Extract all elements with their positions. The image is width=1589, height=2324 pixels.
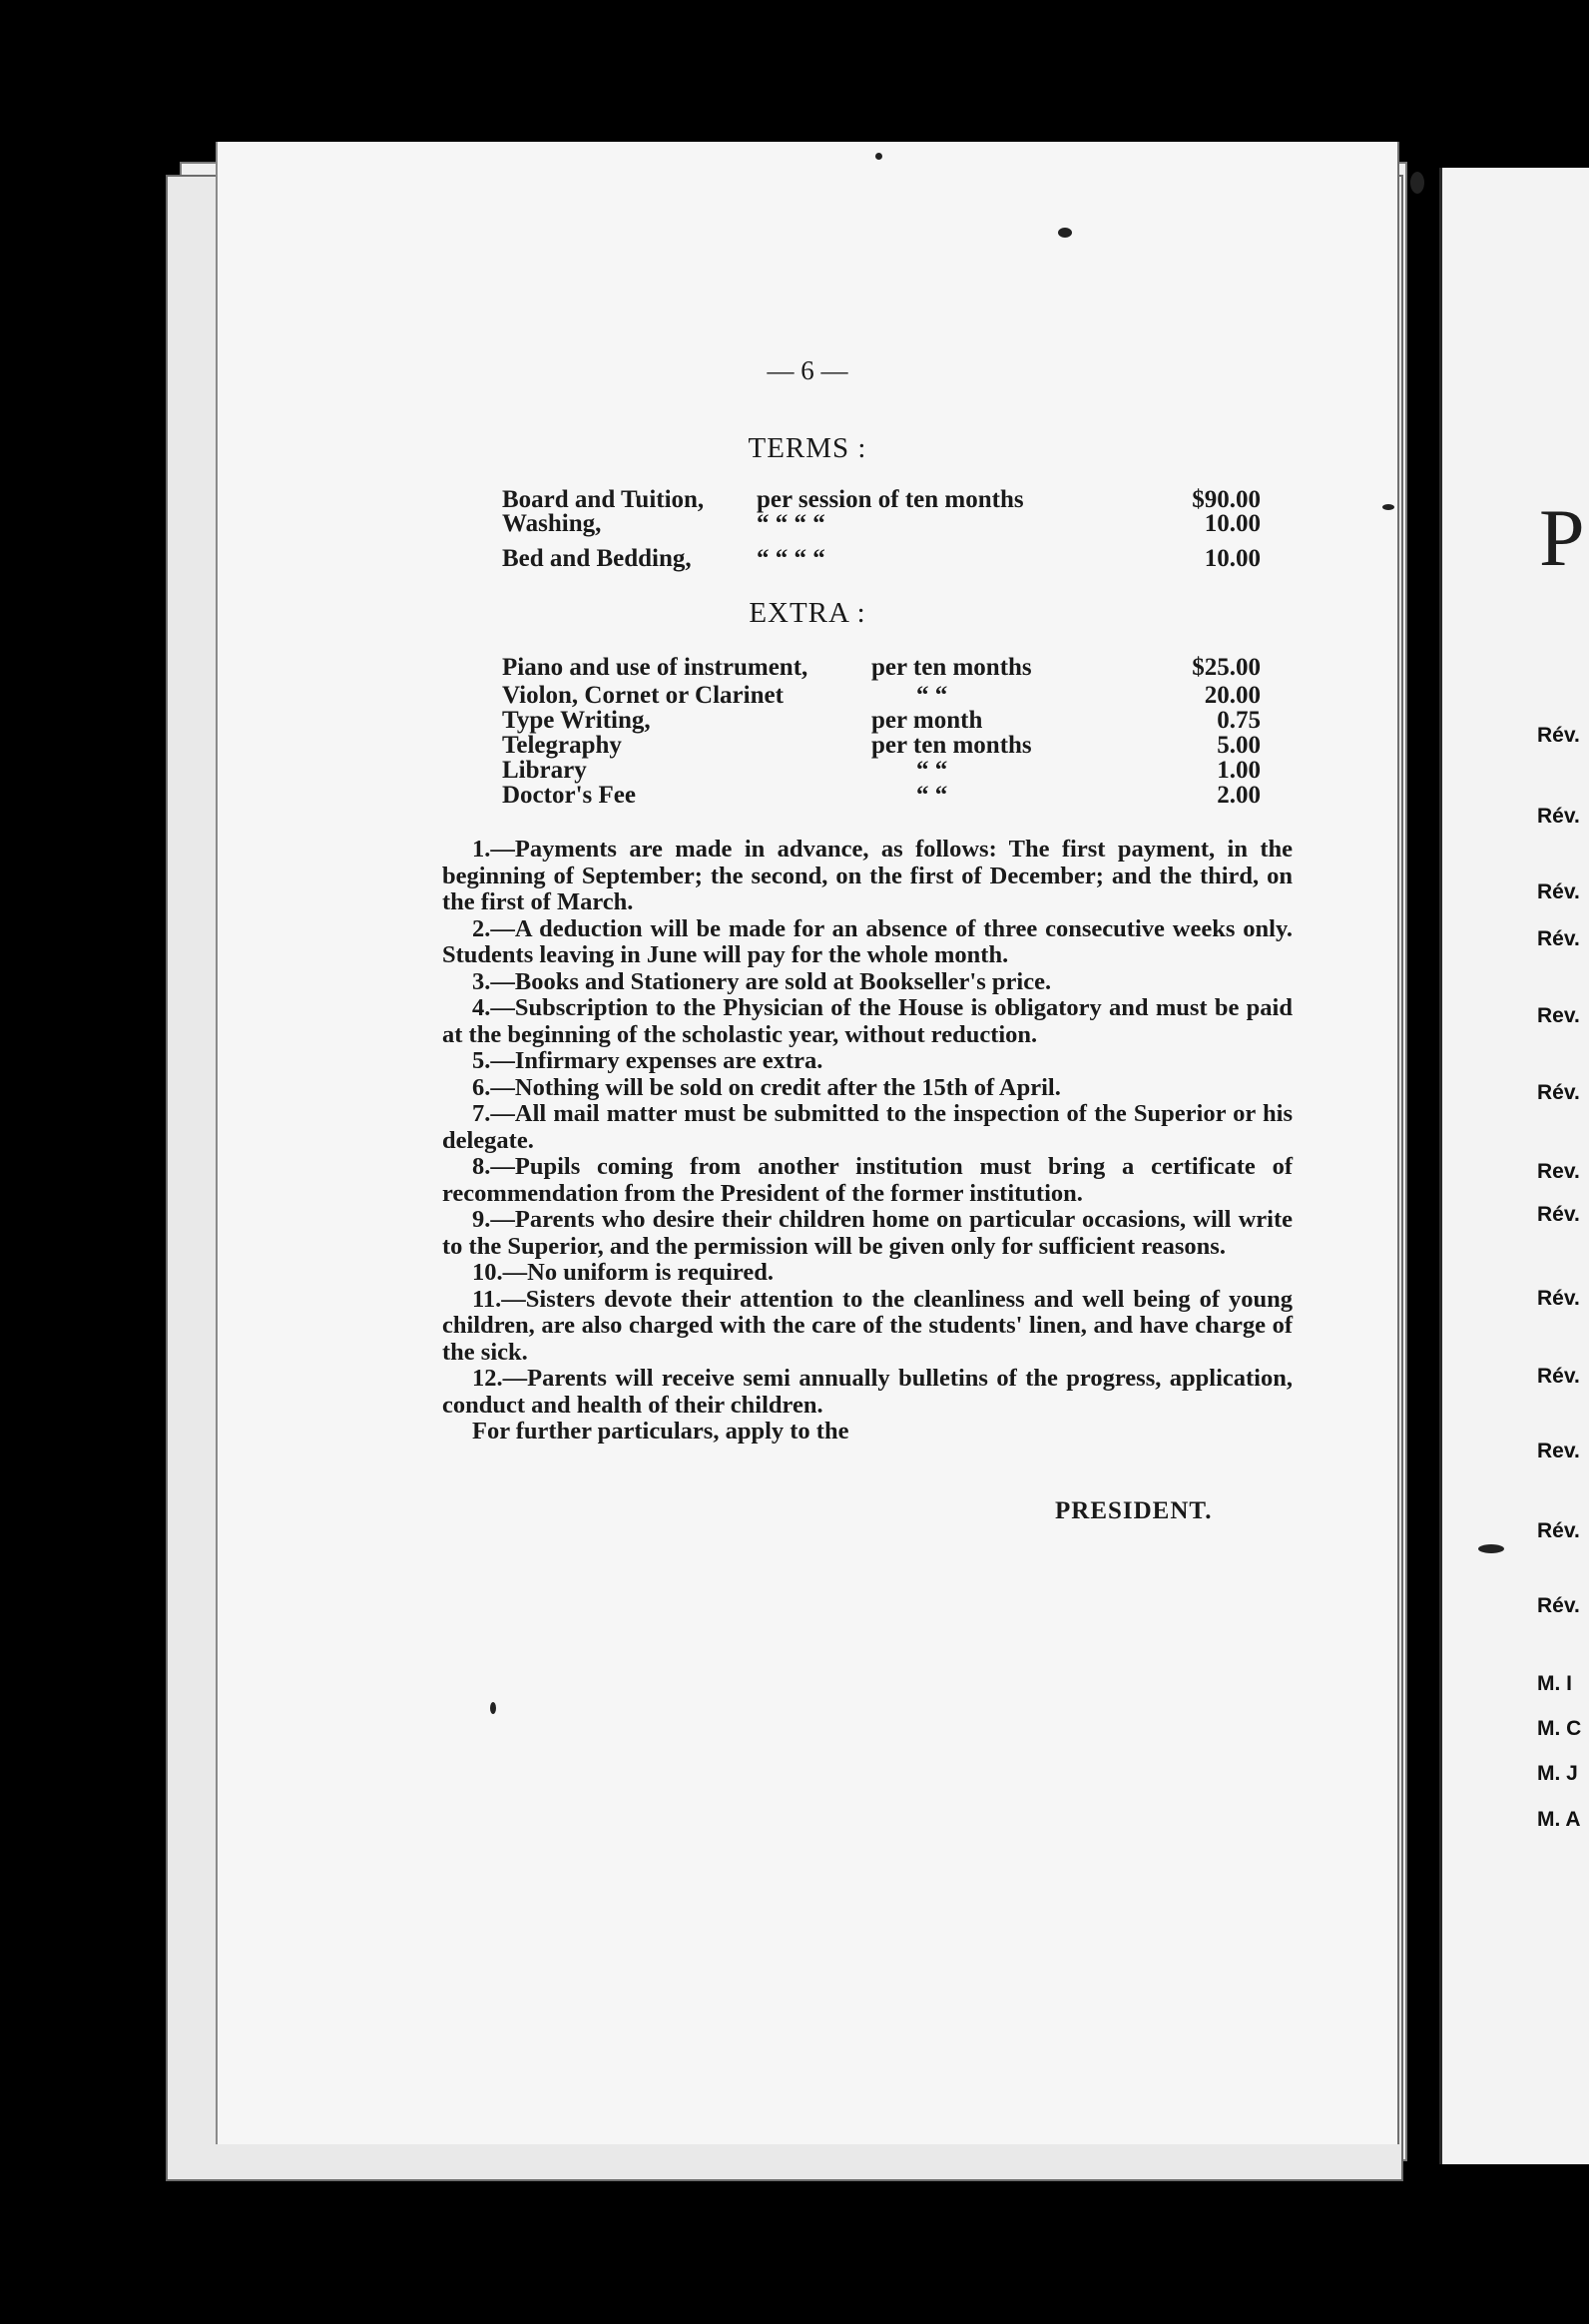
- regulation-item: 6.—Nothing will be sold on credit after the 15th of April.: [472, 1073, 1061, 1101]
- regulation-item: 2.—A deduction will be made for an absence of three consecutive weeks only. Students leaving in June will pay for the whole month.: [442, 914, 1293, 968]
- terms-fee-row: [502, 511, 1261, 541]
- facing-page-line: M. C: [1537, 1717, 1582, 1740]
- facing-page-line: Rév.: [1537, 1081, 1580, 1104]
- extra-fee-row: [502, 783, 1261, 813]
- facing-page-line: M. J: [1537, 1762, 1578, 1785]
- regulations-list: [442, 837, 1293, 1446]
- facing-page-initial: P: [1539, 492, 1587, 583]
- facing-page-line: Rév.: [1537, 1519, 1580, 1542]
- fee-description: Washing,: [502, 510, 602, 537]
- extra-heading: EXTRA :: [749, 597, 866, 629]
- terms-heading: TERMS :: [748, 432, 867, 464]
- fee-amount: 10.00: [1204, 510, 1261, 537]
- fee-description: Telegraphy: [502, 732, 622, 759]
- fee-period: per ten months: [871, 654, 1032, 681]
- scan-speck: [1382, 504, 1394, 510]
- regulation-item: 12.—Parents will receive semi annually bulletins of the progress, application, conduct and health of their children.: [442, 1365, 1293, 1419]
- signature: PRESIDENT.: [1055, 1497, 1213, 1524]
- fee-period: “ “: [916, 757, 948, 784]
- fee-description: Piano and use of instrument,: [502, 654, 808, 681]
- fee-period: per ten months: [871, 732, 1032, 759]
- fee-period: per session of ten months: [757, 486, 1024, 513]
- facing-page-line: Rév.: [1537, 724, 1580, 747]
- fee-amount: 10.00: [1204, 545, 1261, 572]
- facing-page-line: Rév.: [1537, 927, 1580, 950]
- fee-amount: 20.00: [1204, 682, 1261, 709]
- regulation-item: 10.—No uniform is required.: [472, 1259, 774, 1286]
- fee-amount: 5.00: [1217, 732, 1261, 759]
- fee-description: Library: [502, 757, 587, 784]
- regulation-item: 9.—Parents who desire their children home on particular occasions, will write to the Superior, and the permission will be given only for sufficient reasons.: [442, 1206, 1293, 1260]
- fee-description: Board and Tuition,: [502, 486, 705, 513]
- facing-page-line: M. I: [1537, 1672, 1572, 1695]
- regulation-item: 3.—Books and Stationery are sold at Bookseller's price.: [472, 967, 1052, 995]
- scan-speck: [875, 153, 882, 160]
- fee-description: Bed and Bedding,: [502, 545, 692, 572]
- fee-amount: 2.00: [1217, 782, 1261, 809]
- facing-page-line: Rev.: [1537, 1004, 1580, 1027]
- facing-page-line: M. A: [1537, 1808, 1581, 1831]
- facing-page-line: Rev.: [1537, 1160, 1580, 1183]
- fee-period: “ “ “ “: [757, 545, 825, 572]
- regulation-item: 11.—Sisters devote their attention to the cleanliness and well being of young children, are also charged with the care of the students' linen, and have charge of the sick.: [442, 1285, 1293, 1366]
- fee-amount: 1.00: [1217, 757, 1261, 784]
- page-number: — 6 —: [767, 355, 848, 385]
- facing-page-line: Rev.: [1537, 1440, 1580, 1462]
- fee-period: “ “: [916, 782, 948, 809]
- fee-amount: 0.75: [1217, 707, 1261, 734]
- fee-description: Doctor's Fee: [502, 782, 636, 809]
- terms-fee-row: [502, 546, 1261, 576]
- regulation-item: 4.—Subscription to the Physician of the House is obligatory and must be paid at the beginning of the scholastic year, without reduction.: [442, 994, 1293, 1048]
- facing-page-line: Rév.: [1537, 805, 1580, 828]
- facing-page-line: Rév.: [1537, 880, 1580, 903]
- scan-speck: [1058, 228, 1072, 238]
- facing-page-line: Rév.: [1537, 1594, 1580, 1617]
- fee-description: Violon, Cornet or Clarinet: [502, 682, 784, 709]
- regulation-item: 7.—All mail matter must be submitted to the inspection of the Superior or his delegate.: [442, 1100, 1293, 1154]
- regulation-item: 5.—Infirmary expenses are extra.: [472, 1047, 823, 1074]
- facing-page-line: Rév.: [1537, 1365, 1580, 1388]
- facing-page-line: Rév.: [1537, 1203, 1580, 1226]
- fee-description: Type Writing,: [502, 707, 651, 734]
- regulation-item: 8.—Pupils coming from another institution must bring a certificate of recommendation from the President of the former institution.: [442, 1153, 1293, 1207]
- fee-amount: $25.00: [1192, 654, 1261, 681]
- regulation-item: 1.—Payments are made in advance, as follows: The first payment, in the beginning of September; the second, on the first of December; and the third, on the first of March.: [442, 836, 1293, 915]
- fee-amount: $90.00: [1192, 486, 1261, 513]
- facing-page-line: Rév.: [1537, 1287, 1580, 1310]
- fee-period: “ “ “ “: [757, 510, 825, 537]
- scan-speck: [1478, 1544, 1504, 1553]
- scan-speck: [1410, 172, 1424, 194]
- extra-fee-row: [502, 655, 1261, 685]
- fee-period: per month: [871, 707, 983, 734]
- fee-period: “ “: [916, 682, 948, 709]
- closing-line: For further particulars, apply to the: [472, 1418, 849, 1445]
- scan-speck: [490, 1702, 496, 1714]
